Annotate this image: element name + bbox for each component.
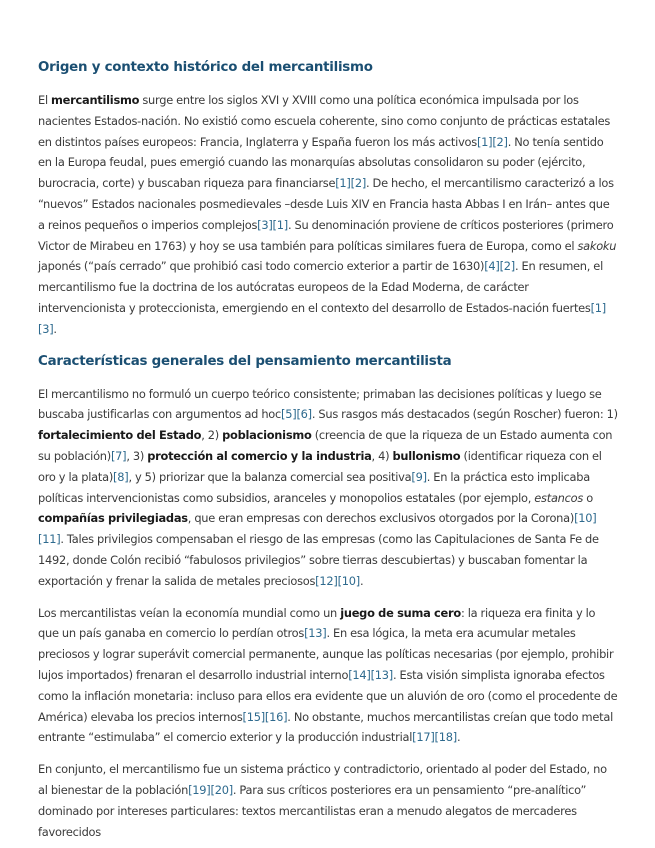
term-bullonismo: bullonismo (392, 448, 461, 463)
term-fortalecimiento: fortalecimiento del Estado (38, 428, 202, 443)
paragraph-conclusion: En conjunto, el mercantilismo fue un sistema práctico y contradictorio, orientado al poder del Estado, no al bienestar de la población[19][20]. Para sus críticos posteriores era un pensamiento “pre-analítico” dominado por intereses particulares: textos mercantilistas eran a menudo alegatos de mercaderes favorecidos (38, 762, 607, 839)
reference-link[interactable]: [2] (350, 176, 367, 191)
reference-link[interactable]: [19] (188, 782, 211, 797)
reference-link[interactable]: [16] (264, 709, 288, 724)
reference-link[interactable]: [1] (590, 300, 606, 315)
article-content (38, 58, 618, 842)
reference-link[interactable]: [13] (304, 626, 327, 641)
reference-link[interactable]: [18] (434, 730, 457, 745)
term-suma-cero: juego de suma cero (340, 605, 461, 620)
reference-link[interactable]: [6] (296, 407, 312, 422)
reference-link[interactable]: [1] (476, 134, 493, 149)
reference-link[interactable]: [10] (574, 511, 597, 526)
reference-link[interactable]: [8] (113, 469, 129, 484)
term-poblacionismo: poblacionismo (222, 428, 312, 443)
term-companias: compañías privilegiadas (38, 511, 188, 526)
reference-link[interactable]: [11] (38, 532, 61, 547)
reference-link[interactable]: [17] (412, 730, 435, 745)
term-proteccion: protección al comercio y la industria (147, 448, 372, 463)
reference-link[interactable]: [1] (335, 176, 351, 191)
reference-link[interactable]: [2] (492, 134, 508, 149)
section-title-origin: Origen y contexto histórico del mercantilismo (38, 60, 373, 75)
reference-link[interactable]: [5] (281, 407, 297, 422)
paragraph-origin: El mercantilismo surge entre los siglos XVI y XVIII como una política económica impulsada por los nacientes Estados-nación. No existió como escuela coherente, sino como conjunto de prácticas estatales en distintos países europeos: Francia, Inglaterra y España fueron los más activos[1][2]. No tenía sentido en la Europa feudal, pues emergió cuando las monarquías absolutas consolidaron su poder (ejército, burocracia, corte) y buscaban riqueza para financiarse[1][2]. De hecho, el mercantilismo caracterizó a los “nuevos” Estados nacionales posmedievales –desde Luis XIV en Francia hasta Abbas I en Irán– antes que a reinos pequeños o imperios complejos[3][1]. Su denominación proviene de críticos posteriores (primero Victor de Mirabeu en 1763) y hoy se usa también para políticas similares fuera de Europa, como el sakoku japonés (“país cerrado” que prohibió casi todo comercio exterior a partir de 1630)[4][2]. En resumen, el mercantilismo fue la doctrina de los autócratas europeos de la Edad Moderna, de carácter intervencionista y proteccionista, emergiendo en el contexto del desarrollo de Estados-nación fuertes[1][3]. (38, 93, 617, 336)
term-estancos: estancos (534, 490, 584, 505)
reference-link[interactable]: [12] (315, 573, 338, 588)
reference-link[interactable]: [1] (272, 217, 288, 232)
reference-link[interactable]: [2] (499, 259, 515, 274)
reference-link[interactable]: [15] (242, 709, 265, 724)
reference-link[interactable]: [4] (484, 259, 500, 274)
term-sakoku: sakoku (577, 238, 617, 253)
reference-link[interactable]: [7] (110, 448, 127, 463)
reference-link[interactable]: [3] (257, 217, 273, 232)
paragraph-features: El mercantilismo no formuló un cuerpo teórico consistente; primaban las decisiones políticas y luego se buscaba justificarlas con argumentos ad hoc[5][6]. Sus rasgos más destacados (según Roscher) fueron: 1) fortalecimiento del Estado, 2) poblacionismo (creencia de que la riqueza de un Estado aumenta con su población)[7], 3) protección al comercio y la industria, 4) bullonismo (identificar riqueza con el oro y la plata)[8], y 5) priorizar que la balanza comercial sea positiva[9]. En la práctica esto implicaba políticas intervencionistas como subsidios, aranceles y monopolios estatales (por ejemplo, estancos o compañías privilegiadas, que eran empresas con derechos exclusivos otorgados por la Corona)[10][11]. Tales privilegios compensaban el riesgo de las empresas (como las Capitulaciones de Santa Fe de 1492, donde Colón recibió “fabulosos privilegios” sobre tierras descubiertas) y buscaban fomentar la exportación y frenar la salida de metales preciosos[12][10]. (38, 386, 618, 588)
paragraph-zero-sum: Los mercantilistas veían la economía mundial como un juego de suma cero: la riqueza era finita y lo que un país ganaba en comercio lo perdían otros[13]. En esa lógica, la meta era acumular metales preciosos y lograr superávit comercial permanente, aunque las políticas necesarias (por ejemplo, prohibir lujos importados) frenaran el desarrollo industrial interno[14][13]. Esta visión simplista ignoraba efectos como la inflación monetaria: incluso para ellos era evidente que un aluvión de oro (como el procedente de América) elevaba los precios internos[15][16]. No obstante, muchos mercantilistas creían que todo metal entrante “estimulaba” el comercio exterior y la producción industrial[17][18]. (38, 605, 618, 745)
reference-link[interactable]: [10] (337, 573, 360, 588)
reference-link[interactable]: [20] (210, 782, 233, 797)
term-mercantilismo: mercantilismo (51, 93, 140, 107)
reference-link[interactable]: [13] (370, 667, 393, 682)
reference-link[interactable]: [9] (411, 469, 427, 484)
reference-link[interactable]: [14] (348, 667, 371, 682)
reference-link[interactable]: [3] (38, 321, 54, 336)
section-title-features: Características generales del pensamiento mercantilista (38, 353, 452, 369)
